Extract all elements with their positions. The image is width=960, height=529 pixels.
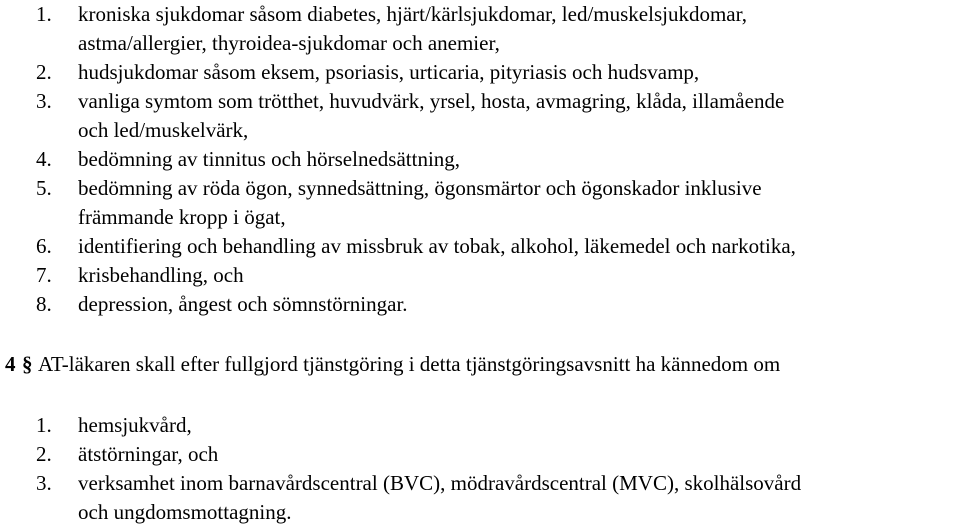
- list-text: krisbehandling, och: [78, 263, 244, 287]
- list-number: 5.: [36, 176, 52, 200]
- list-text: bedömning av tinnitus och hörselnedsättning,: [78, 147, 461, 171]
- list-text: vanliga symtom som trötthet, huvudvärk, yrsel, hosta, avmagring, klåda, illamående: [78, 89, 785, 113]
- list-number: 4.: [36, 147, 52, 171]
- list-number: 2.: [36, 442, 52, 466]
- list-text: astma/allergier, thyroidea-sjukdomar och anemier,: [78, 31, 500, 55]
- list-number: 2.: [36, 60, 52, 84]
- list-number: 8.: [36, 292, 52, 316]
- list-number: 1.: [36, 413, 52, 437]
- list-text: bedömning av röda ögon, synnedsättning, ögonsmärtor och ögonskador inklusive: [78, 176, 762, 200]
- list-text: främmande kropp i ögat,: [78, 205, 286, 229]
- section-text: AT-läkaren skall efter fullgjord tjänstgöring i detta tjänstgöringsavsnitt ha kännedom om: [38, 352, 781, 376]
- list-text: ätstörningar, och: [78, 442, 219, 466]
- list-number: 6.: [36, 234, 52, 258]
- list-text: depression, ångest och sömnstörningar.: [78, 292, 408, 316]
- section-number: 4: [5, 352, 16, 376]
- list-text: och led/muskelvärk,: [78, 118, 249, 142]
- list-text: kroniska sjukdomar såsom diabetes, hjärt/kärlsjukdomar, led/muskelsjukdomar,: [78, 2, 748, 26]
- list-text: identifiering och behandling av missbruk av tobak, alkohol, läkemedel och narkotika,: [78, 234, 796, 258]
- section-sign: §: [22, 352, 33, 376]
- list-text: och ungdomsmottagning.: [78, 500, 292, 524]
- list-number: 7.: [36, 263, 52, 287]
- list-number: 3.: [36, 89, 52, 113]
- list-text: hemsjukvård,: [78, 413, 192, 437]
- list-text: hudsjukdomar såsom eksem, psoriasis, urticaria, pityriasis och hudsvamp,: [78, 60, 700, 84]
- list-number: 3.: [36, 471, 52, 495]
- list-number: 1.: [36, 2, 52, 26]
- list-text: verksamhet inom barnavårdscentral (BVC), mödravårdscentral (MVC), skolhälsovård: [78, 471, 802, 495]
